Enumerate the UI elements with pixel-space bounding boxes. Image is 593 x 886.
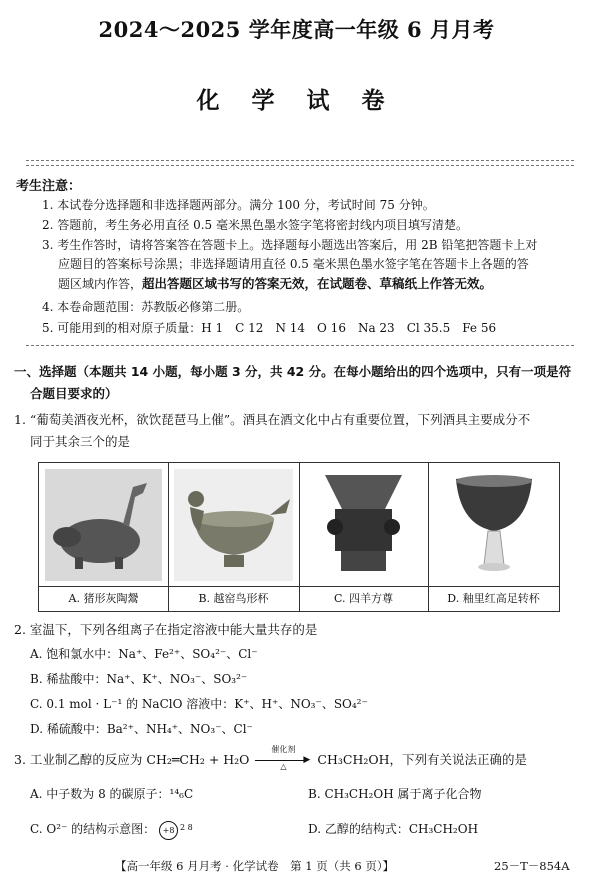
q3-stem-part2: CH₃CH₂OH，下列有关说法正确的是 — [317, 752, 528, 767]
arrow-head-icon: ▶ — [303, 754, 311, 765]
q1-option-c — [299, 463, 429, 611]
section-heading-line1: 一、选择题（本题共 14 小题，每小题 3 分，共 42 分。在每小题给出的四个选项中，只有一项是符 — [14, 364, 572, 379]
q1-option-a — [39, 463, 169, 611]
footer-code: 25－T－854A — [494, 859, 570, 873]
exam-title: 2024～2025 学年度高一年级 6 月月考 — [98, 17, 495, 42]
q1-caption-a: A. 猪形灰陶鬶 — [39, 586, 168, 611]
four-ram-zun-image — [305, 469, 422, 581]
catalyst-label: 催化剂 — [271, 744, 296, 754]
q3-option-b: B. CH₃CH₂OH 属于离子化合物 — [308, 787, 482, 801]
q2-stem: 2. 室温下，下列各组离子在指定溶液中能大量共存的是 — [14, 622, 318, 637]
notice-item-3: 3. 考生作答时，请将答案答在答题卡上。选择题每小题选出答案后，用 2B 铅笔把答题卡上对 — [42, 238, 538, 252]
arrow-shaft — [255, 760, 305, 761]
top-divider-2 — [26, 165, 574, 166]
subject-title: 化 学 试 卷 — [196, 87, 397, 114]
heat-label: △ — [280, 761, 287, 771]
q2-option-c: C. 0.1 mol · L⁻¹ 的 NaClO 溶液中：K⁺、H⁺、NO₃⁻、SO₄²⁻ — [30, 697, 368, 711]
q3-stem — [14, 744, 579, 771]
section-heading-line2: 合题目要求的） — [30, 386, 118, 401]
notice-item-5: 5. 可能用到的相对原子质量：H 1 C 12 N 14 O 16 Na 23 Cl 35.5 Fe 56 — [42, 321, 497, 335]
q3-stem-part1: 3. 工业制乙醇的反应为 CH₂═CH₂ + H₂O — [14, 752, 250, 767]
stem-cup-image — [434, 469, 553, 581]
notice-warning: 超出答题区域书写的答案无效，在试题卷、草稿纸上作答无效。 — [142, 276, 493, 291]
q1-caption-c: C. 四羊方尊 — [299, 586, 428, 611]
q3-option-c — [30, 820, 199, 839]
mid-divider — [26, 345, 574, 346]
electron-shells: 2 8 — [180, 822, 193, 832]
q1-stem-line2: 同于其余三个的是 — [30, 434, 131, 449]
q1-image-table — [38, 462, 560, 612]
q3-option-a: A. 中子数为 8 的碳原子：¹⁴₆C — [30, 787, 194, 801]
pig-pottery-image — [45, 469, 162, 581]
q2-option-a: A. 饱和氯水中：Na⁺、Fe²⁺、SO₄²⁻、Cl⁻ — [30, 647, 258, 661]
q3-option-c-text: C. O²⁻ 的结构示意图： — [30, 822, 156, 836]
footer-page-info: 【高一年级 6 月月考 · 化学试卷 第 1 页（共 6 页）】 — [115, 859, 395, 873]
notice-item-2: 2. 答题前，考生务必用直径 0.5 毫米黑色墨水签字笔将密封线内项目填写清楚。 — [42, 218, 468, 232]
q1-stem-line1: 1. “葡萄美酒夜光杯，欲饮琵琶马上催”。酒具在酒文化中占有重要位置，下列酒具主要成分不 — [14, 412, 531, 427]
q2-option-b: B. 稀盐酸中：Na⁺、K⁺、NO₃⁻、SO₃²⁻ — [30, 672, 248, 686]
notice-item-1: 1. 本试卷分选择题和非选择题两部分。满分 100 分，考试时间 75 分钟。 — [42, 198, 435, 212]
notice-item-4: 4. 本卷命题范围：苏教版必修第二册。 — [42, 300, 250, 314]
q1-caption-d: D. 釉里红高足转杯 — [428, 586, 559, 611]
nucleus-circle: +8 — [159, 821, 178, 840]
notice-item-3-end — [58, 277, 588, 291]
q1-caption-b: B. 越窑鸟形杯 — [168, 586, 299, 611]
notice-item-3-tail: 题区域内作答， — [58, 277, 143, 291]
q3-option-d: D. 乙醇的结构式：CH₃CH₂OH — [308, 822, 479, 836]
notice-heading: 考生注意： — [16, 179, 82, 194]
q2-option-d: D. 稀硫酸中：Ba²⁺、NH₄⁺、NO₃⁻、Cl⁻ — [30, 722, 253, 736]
bird-cup-image — [174, 469, 293, 581]
q1-option-d — [428, 463, 559, 611]
reaction-arrow — [253, 744, 313, 771]
top-divider — [26, 160, 574, 161]
oxide-ion-diagram — [159, 821, 199, 839]
q1-option-b — [168, 463, 300, 611]
notice-item-3-cont: 应题目的答案标号涂黑；非选择题请用直径 0.5 毫米黑色墨水签字笔在答题卡上各题的答 — [58, 257, 529, 271]
